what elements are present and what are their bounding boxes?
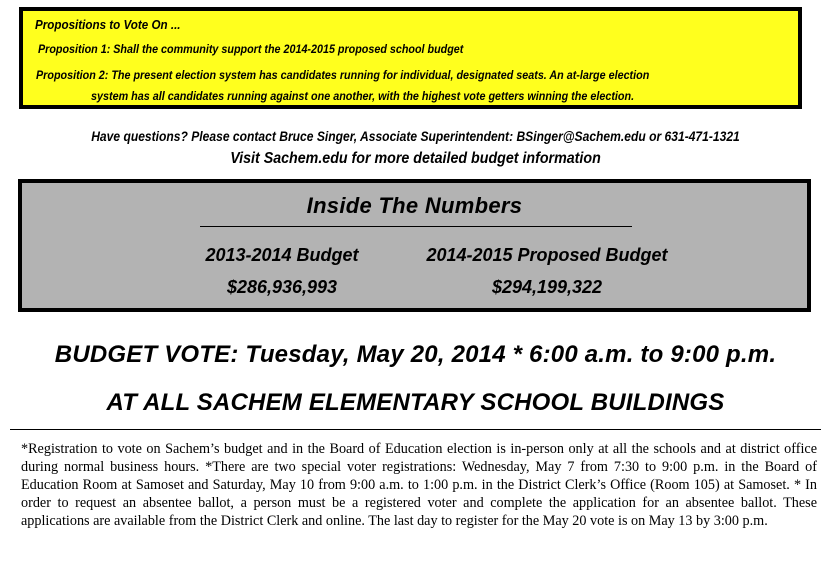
section-divider (10, 429, 821, 430)
propositions-box (19, 7, 802, 109)
budget-2013-value: $286,936,993 (226, 277, 338, 297)
proposition-2-line2: system has all candidates running against one another, with the highest vote getters winning the election. (91, 89, 635, 103)
budget-2014-value: $294,199,322 (491, 277, 603, 297)
title-divider (200, 226, 632, 227)
website-line: Visit Sachem.edu for more detailed budget information (230, 150, 601, 167)
budget-2013-label: 2013-2014 Budget (205, 245, 359, 265)
budget-2014-label: 2014-2015 Proposed Budget (426, 245, 668, 265)
proposition-1: Proposition 1: Shall the community support the 2014-2015 proposed school budget (38, 42, 464, 56)
proposition-2-line1: Proposition 2: The present election system has candidates running for individual, designated seats. An at-large election (36, 68, 650, 82)
propositions-heading: Propositions to Vote On ... (35, 18, 181, 32)
contact-line: Have questions? Please contact Bruce Singer, Associate Superintendent: BSinger@Sachem.edu or 631-471-1321 (91, 129, 740, 144)
inside-the-numbers-box (18, 179, 811, 312)
budget-vote-heading: BUDGET VOTE: Tuesday, May 20, 2014 * 6:00 a.m. to 9:00 p.m. (54, 341, 777, 368)
vote-location-heading: AT ALL SACHEM ELEMENTARY SCHOOL BUILDINGS (106, 389, 725, 416)
registration-paragraph: *Registration to vote on Sachem’s budget and in the Board of Education election is in-person only at all the schools and at district office during normal business hours. *There are two special voter registrations: Wednesday, May 7 from 7:30 to 9:00 p.m. in the Board of Education Room at Samoset and Saturday, May 10 from 9:00 a.m. to 1:00 p.m. in the District Clerk’s Office (Room 105) at Samoset. * In order to request an absentee ballot, a person must be a registered voter and complete the application for an absentee ballot. These applications are available from the District Clerk and online. The last day to register for the May 20 vote is on May 13 by 3:00 p.m. (21, 441, 817, 529)
numbers-title: Inside The Numbers (306, 193, 523, 218)
